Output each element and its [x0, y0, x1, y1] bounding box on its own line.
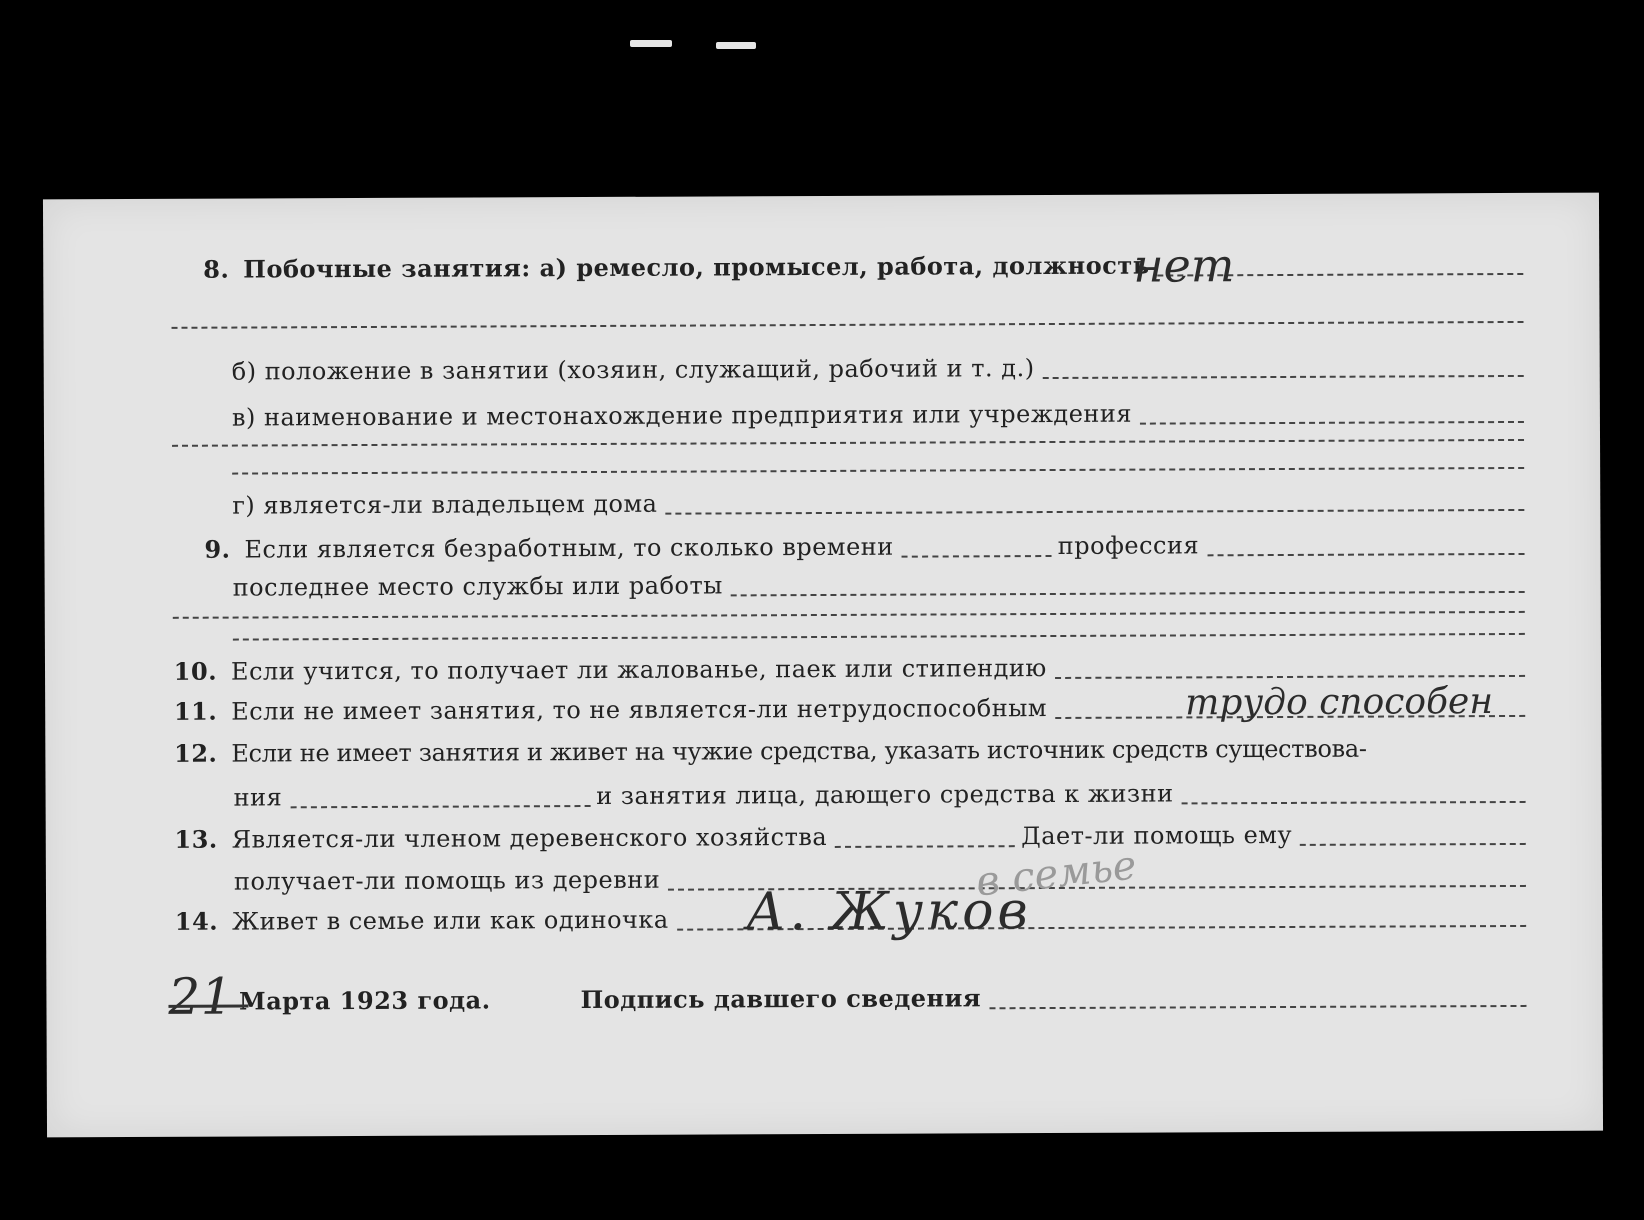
q12-occupation-field[interactable] [1182, 800, 1526, 805]
q13-label-3: получает-ли помощь из деревни [233, 865, 661, 896]
q8-g-field[interactable] [665, 508, 1524, 515]
q12-label-1: Если не имеет занятия и живет на чужие средства, указать источник средств существова- [231, 734, 1367, 768]
q11-number: 11. [173, 696, 218, 726]
q8-b-label: б) положение в занятии (хозяин, служащий, рабочий и т. д.) [231, 354, 1035, 386]
q9-continuation-line[interactable] [173, 611, 1525, 619]
q13-label-2: Дает-ли помощь ему [1021, 820, 1293, 851]
q8-v-continuation-line[interactable] [172, 439, 1524, 447]
q14-answer: в семье [973, 842, 1139, 906]
signature: А. Жуков [745, 881, 1032, 943]
footer-date-text: Марта 1923 года. [239, 985, 491, 1016]
q10-label: Если учится, то получает ли жалованье, паек или стипендию [230, 654, 1047, 686]
q9-label-3: последнее место службы или работы [232, 571, 723, 602]
footer-date-underline [168, 1005, 248, 1008]
footer-row [168, 967, 1526, 1026]
footer-day: 21 [168, 967, 234, 1026]
q13-label-1: Является-ли членом деревенского хозяйства [231, 822, 828, 854]
q10-number: 10. [173, 656, 218, 686]
q8-a-label: Побочные занятия: а) ремесло, промысел, работа, должность [243, 250, 1150, 284]
q12-row-1 [163, 733, 1543, 769]
q8-a-continuation-line[interactable] [172, 321, 1524, 329]
q12-label-2b: и занятия лица, дающего средства к жизни [596, 779, 1174, 810]
q11-answer: трудо способен [1185, 681, 1494, 724]
q9-duration-field[interactable] [902, 554, 1052, 558]
q14-label: Живет в семье или как одиночка [232, 905, 669, 936]
q8-v-field[interactable] [1140, 420, 1524, 425]
q12-label-2a: ния [233, 783, 283, 812]
footer-signature-label: Подпись давшего сведения [580, 983, 982, 1015]
q9-row-1 [194, 529, 1524, 565]
q12-number: 12. [174, 738, 218, 768]
q9-number: 9. [204, 534, 231, 564]
q10-field[interactable] [1055, 674, 1525, 679]
q8-v-row [232, 397, 1524, 433]
q8-a-answer: нет [1133, 238, 1235, 293]
header-tab-right [716, 42, 756, 49]
q9-label-1: Если является безработным, то сколько времени [244, 532, 894, 564]
q13-help-field[interactable] [1300, 842, 1526, 846]
q9-continuation-line-2[interactable] [233, 633, 1525, 641]
q8-v-continuation-line-2[interactable] [232, 467, 1524, 475]
q8-b-row [232, 351, 1524, 387]
q9-label-2: профессия [1057, 531, 1200, 560]
q9-profession-field[interactable] [1207, 552, 1524, 556]
q8-a-row [193, 249, 1523, 285]
q8-v-label: в) наименование и местонахождение предприятия или учреждения [231, 399, 1133, 432]
form-card [43, 193, 1603, 1138]
q9-row-2 [233, 567, 1525, 603]
q12-row-2 [234, 777, 1526, 813]
q8-number: 8. [203, 254, 230, 284]
q8-b-field[interactable] [1043, 374, 1524, 379]
q13-number: 13. [174, 824, 218, 854]
q11-label: Если не имеет занятия, то не является-ли нетрудоспособным [231, 694, 1048, 726]
q8-g-row [232, 485, 1524, 521]
q9-last-job-field[interactable] [731, 590, 1525, 596]
footer-signature-field[interactable] [989, 1004, 1526, 1009]
header-tab-left [630, 40, 672, 47]
q12-source-field[interactable] [290, 804, 590, 808]
q13-row-1 [164, 819, 1526, 855]
q13-member-field[interactable] [835, 844, 1015, 848]
q8-g-label: г) является-ли владельцем дома [232, 489, 658, 520]
q14-number: 14. [174, 906, 219, 936]
